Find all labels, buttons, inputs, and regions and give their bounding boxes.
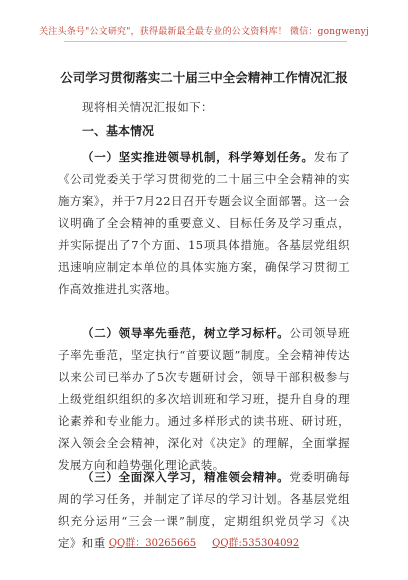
paragraph-leadership-mechanism <box>58 146 350 300</box>
paragraph-lead: （二）领导率先垂范，树立学习标杆。 <box>82 326 290 340</box>
section-heading-basic-situation: 一、基本情况 <box>82 124 155 138</box>
paragraph-lead: （三）全面深入学习，精准领会精神。 <box>82 470 290 484</box>
paragraph-lead: （一）坚实推进领导机制，科学筹划任务。 <box>82 150 314 164</box>
intro-paragraph: 现将相关情况汇报如下： <box>82 100 213 114</box>
footer-contacts <box>0 534 408 549</box>
paragraph-body: 公司领导班子率先垂范，坚定执行“首要议题”制度。全会精神传达以来公司已举办了5次专题研讨会，领导干部积极参与上级党组织组织的多次培训班和学习班，提升自身的理论素养和专业能力。通过多样形式的读书班、研讨班，深入领会全会精神，深化对《决定》的理解，全面掌握发展方向和趋势强化理论武装。 <box>58 326 350 472</box>
qq-group-2: QQ群:535304092 <box>212 538 300 549</box>
paragraph-body: 发布了《公司党委关于学习贯彻党的二十届三中全会精神的实施方案》，并于7月22日召开专题会议全面部署。这一会议明确了全会精神的重要意义、目标任务及学习重点，并实际提出了7个方面、15项具体措施。各基层党组织迅速响应制定本单位的具体实施方案，确保学习贯彻工作高效推进扎实落地。 <box>58 150 350 296</box>
promo-banner: 关注头条号"公文研究"，获得最新最全最专业的公文资料库！ 微信：gongwenyj <box>39 27 369 37</box>
paragraph-body: 党委明确每周的学习任务，并制定了详尽的学习计划。各基层党组织充分运用“三会一课”制度，定期组织党员学习《决定》和重 <box>58 470 350 550</box>
paragraph-leaders-example <box>58 322 350 476</box>
document-title: 公司学习贯彻落实二十届三中全会精神工作情况汇报 <box>60 70 348 85</box>
header-divider <box>64 41 347 42</box>
qq-group-1: QQ群：30265665 <box>108 538 197 549</box>
